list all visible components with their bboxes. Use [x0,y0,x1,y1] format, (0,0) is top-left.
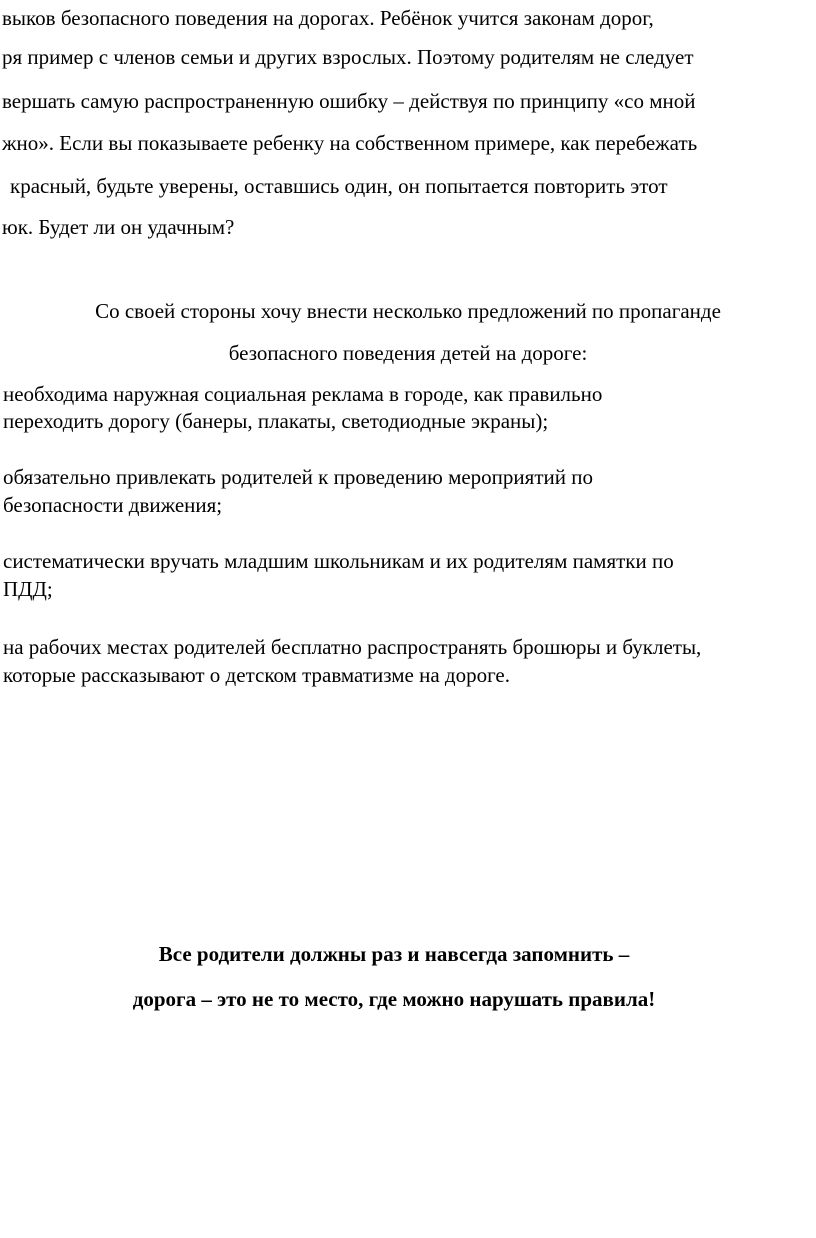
proposal-line: ПДД; [3,577,53,601]
proposal-line: которые рассказывают о детском травматизме на дороге. [3,663,511,687]
proposal-line: необходима наружная социальная реклама в городе, как правильно [3,382,603,406]
paragraph-line: юк. Будет ли он удачным? [2,215,235,239]
proposal-line: систематически вручать младшим школьникам и их родителям памятки по [3,549,674,573]
intro-line: безопасного поведения детей на дороге: [228,341,588,365]
paragraph-line: красный, будьте уверены, оставшись один, он попытается повторить этот [10,174,668,198]
paragraph-line: выков безопасного поведения на дорогах. Ребёнок учится законам дорог, [2,6,654,30]
proposal-line: переходить дорогу (банеры, плакаты, светодиодные экраны); [3,409,549,433]
conclusion-line: Все родители должны раз и навсегда запомнить – [158,942,630,966]
paragraph-line: жно». Если вы показываете ребенку на собственном примере, как перебежать [2,131,698,155]
paragraph-line: ря пример с членов семьи и других взрослых. Поэтому родителям не следует [2,45,694,69]
proposal-line: безопасности движения; [3,493,223,517]
proposal-line: обязательно привлекать родителей к проведению мероприятий по [3,465,593,489]
paragraph-line: вершать самую распространенную ошибку – действуя по принципу «со мной [2,89,696,113]
conclusion-line: дорога – это не то место, где можно нарушать правила! [132,987,656,1011]
intro-line: Со своей стороны хочу внести несколько предложений по пропаганде [95,299,721,323]
proposal-line: на рабочих местах родителей бесплатно распространять брошюры и буклеты, [3,635,702,659]
